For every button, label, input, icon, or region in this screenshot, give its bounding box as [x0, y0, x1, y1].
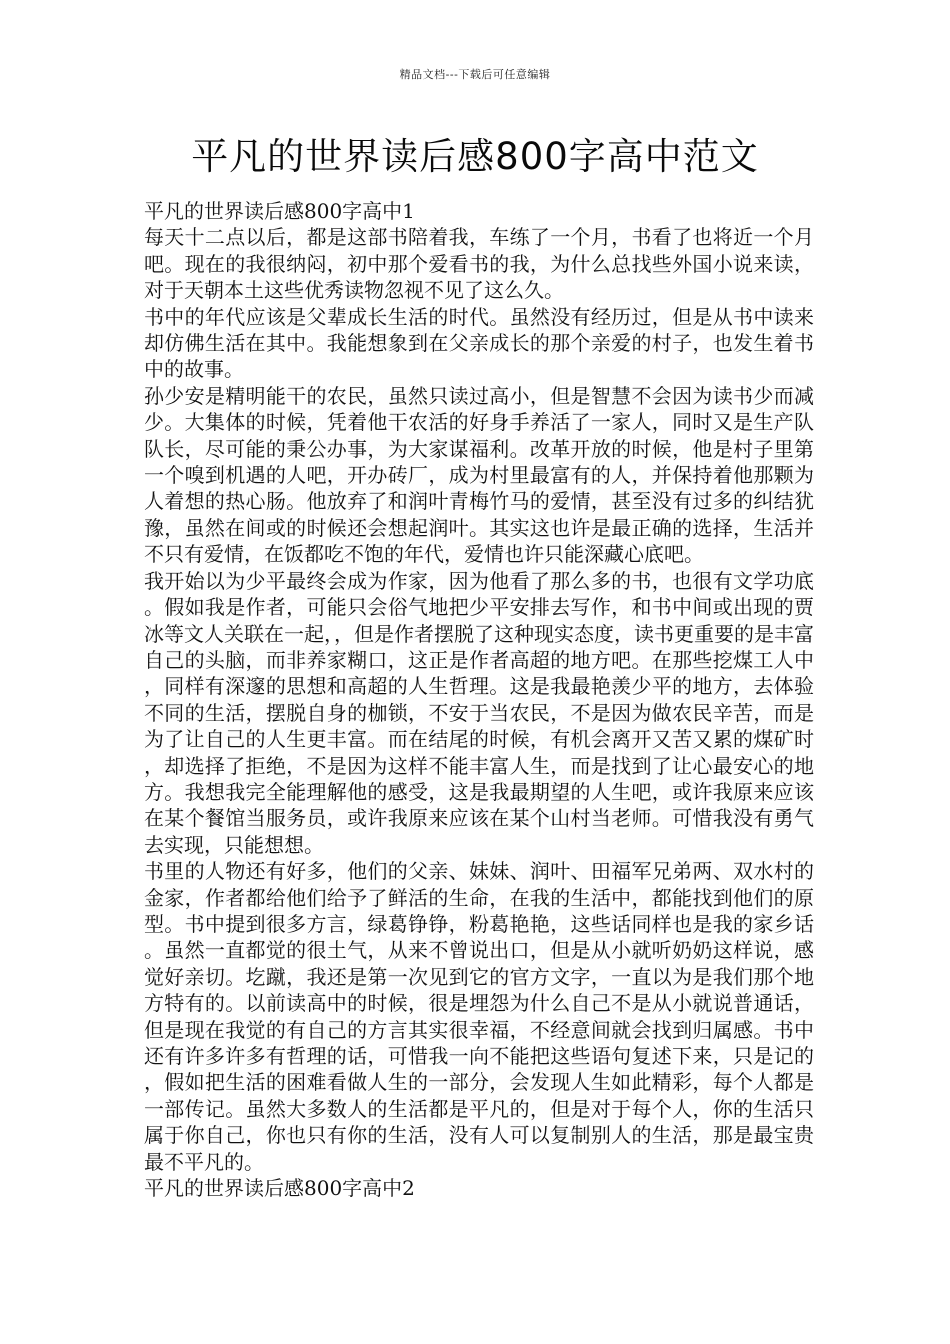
section-heading-2: 平凡的世界读后感800字高中2	[144, 1176, 415, 1201]
paragraph: 书里的人物还有好多，他们的父亲、妹妹、润叶、田福军兄弟两、双水村的金家，作者都给他们给予了鲜活的生命，在我的生活中，都能找到他们的原型。书中提到很多方言，绿葛铮铮，粉葛艳艳，这些话同样也是我的家乡话。虽然一直都觉的很土气，从来不曾说出口，但是从小就听奶奶这样说，感觉好亲切。圪蹴，我还是第一次见到它的官方文字，一直以为是我们那个地方特有的。以前读高中的时候，很是埋怨为什么自己不是从小就说普通话，但是现在我觉的有自己的方言其实很幸福，不经意间就会找到归属感。书中还有许多许多有哲理的话，可惜我一向不能把这些语句复述下来，只是记的，假如把生活的困难看做人生的一部分，会发现人生如此精彩，每个人都是一部传记。虽然大多数人的生活都是平凡的，但是对于每个人，你的生活只属于你自己，你也只有你的生活，没有人可以复制别人的生活，那是最宝贵最不平凡的。	[144, 859, 814, 1174]
document-body	[144, 198, 814, 1201]
header-note: 精品文档---下载后可任意编辑	[399, 68, 551, 81]
paragraph: 书中的年代应该是父辈成长生活的时代。虽然没有经历过，但是从书中读来却仿佛生活在其中。我能想象到在父亲成长的那个亲爱的村子，也发生着书中的故事。	[144, 304, 814, 382]
document-title: 平凡的世界读后感800字高中范文	[191, 135, 759, 178]
paragraph: 孙少安是精明能干的农民，虽然只读过高小，但是智慧不会因为读书少而减少。大集体的时候，凭着他干农活的好身手养活了一家人，同时又是生产队队长，尽可能的秉公办事，为大家谋福利。改革开放的时候，他是村子里第一个嗅到机遇的人吧，开办砖厂，成为村里最富有的人，并保持着他那颗为人着想的热心肠。他放弃了和润叶青梅竹马的爱情，甚至没有过多的纠结犹豫，虽然在间或的时候还会想起润叶。其实这也许是最正确的选择，生活并不只有爱情，在饭都吃不饱的年代，爱情也许只能深藏心底吧。	[144, 383, 814, 567]
paragraph: 我开始以为少平最终会成为作家，因为他看了那么多的书，也很有文学功底。假如我是作者，可能只会俗气地把少平安排去写作，和书中间或出现的贾冰等文人关联在一起，，但是作者摆脱了这种现实态度，读书更重要的是丰富自己的头脑，而非养家糊口，这正是作者高超的地方吧。在那些挖煤工人中，同样有深邃的思想和高超的人生哲理。这是我最艳羡少平的地方，去体验不同的生活，摆脱自身的枷锁，不安于当农民，不是因为做农民辛苦，而是为了让自己的人生更丰富。而在结尾的时候，有机会离开又苦又累的煤矿时，却选择了拒绝，不是因为这样不能丰富人生，而是找到了让心最安心的地方。我想我完全能理解他的感受，这是我最期望的人生吧，或许我原来应该在某个餐馆当服务员，或许我原来应该在某个山村当老师。可惜我没有勇气去实现，只能想想。	[144, 568, 814, 857]
paragraph: 每天十二点以后，都是这部书陪着我，车练了一个月，书看了也将近一个月吧。现在的我很纳闷，初中那个爱看书的我，为什么总找些外国小说来读，对于天朝本土这些优秀读物忽视不见了这么久。	[144, 225, 814, 303]
section-heading-1: 平凡的世界读后感800字高中1	[144, 199, 415, 223]
